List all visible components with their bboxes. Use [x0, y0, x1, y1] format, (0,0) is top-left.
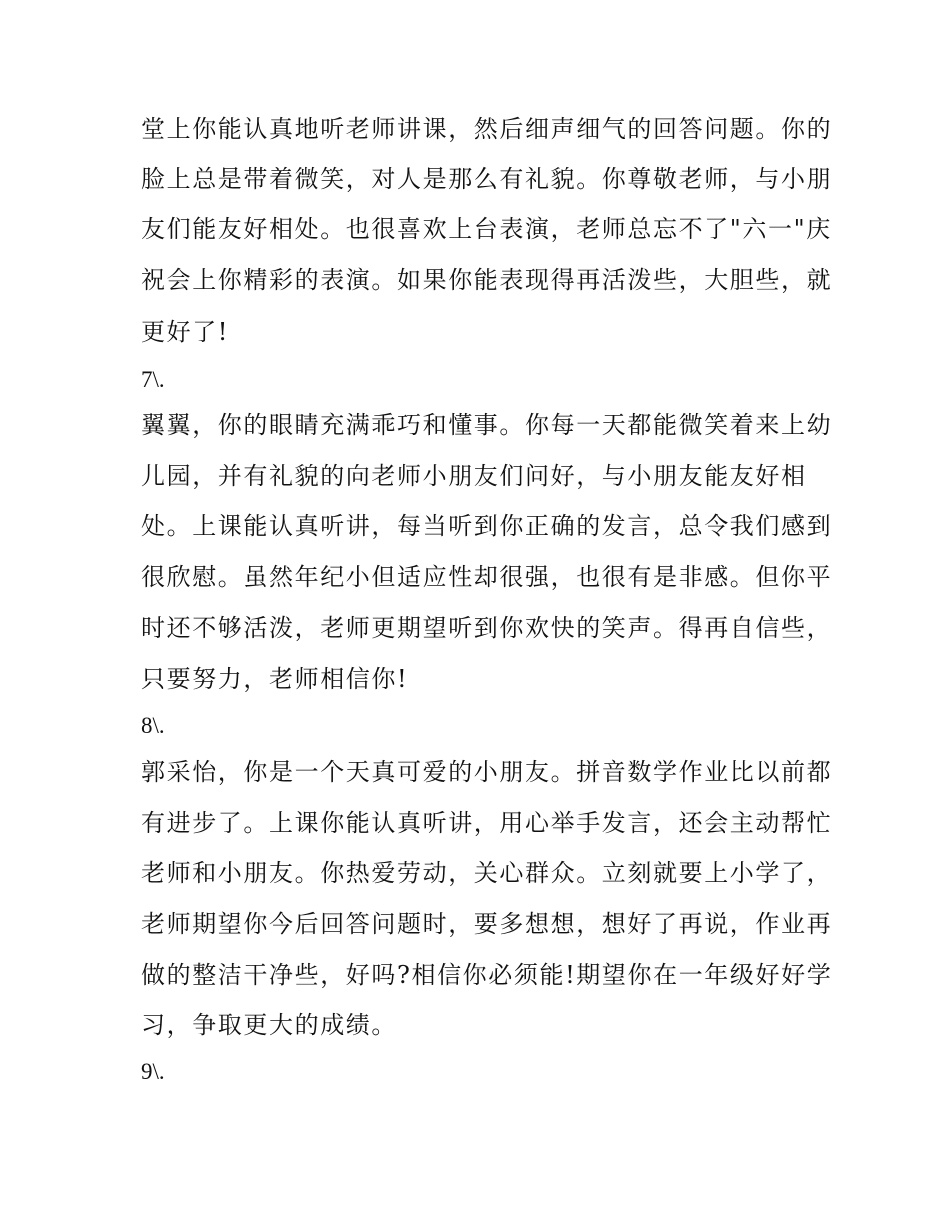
- item-number: 7\.: [141, 367, 165, 392]
- text-line: 翼翼，你的眼睛充满乖巧和懂事。你每一天都能微笑着来上幼: [141, 411, 833, 439]
- text-line: 习，争取更大的成绩。: [141, 1011, 397, 1039]
- text-line: 很欣慰。虽然年纪小但适应性却很强，也很有是非感。但你平: [141, 563, 833, 591]
- text-line: 脸上总是带着微笑，对人是那么有礼貌。你尊敬老师，与小朋: [141, 165, 833, 193]
- text-line: 儿园，并有礼貌的向老师小朋友们问好，与小朋友能友好相: [141, 462, 807, 490]
- item-number: 8\.: [141, 713, 165, 738]
- text-line: 只要努力，老师相信你!: [141, 665, 409, 693]
- text-line: 有进步了。上课你能认真听讲，用心举手发言，还会主动帮忙: [141, 809, 833, 837]
- text-line: 堂上你能认真地听老师讲课，然后细声细气的回答问题。你的: [141, 115, 833, 143]
- text-line: 郭采怡，你是一个天真可爱的小朋友。拼音数学作业比以前都: [141, 758, 833, 786]
- text-line: 老师和小朋友。你热爱劳动，关心群众。立刻就要上小学了，: [141, 859, 833, 887]
- item-number: 9\.: [141, 1059, 165, 1084]
- text-line: 祝会上你精彩的表演。如果你能表现得再活泼些，大胆些，就: [141, 266, 833, 294]
- text-line: 做的整洁干净些，好吗?相信你必须能!期望你在一年级好好学: [141, 961, 833, 989]
- text-line: 友们能友好相处。也很喜欢上台表演，老师总忘不了"六一"庆: [141, 215, 832, 243]
- text-line: 老师期望你今后回答问题时，要多想想，想好了再说，作业再: [141, 910, 833, 938]
- text-line: 处。上课能认真听讲，每当听到你正确的发言，总令我们感到: [141, 512, 833, 540]
- text-line: 时还不够活泼，老师更期望听到你欢快的笑声。得再自信些，: [141, 614, 833, 642]
- text-line: 更好了!: [141, 318, 230, 346]
